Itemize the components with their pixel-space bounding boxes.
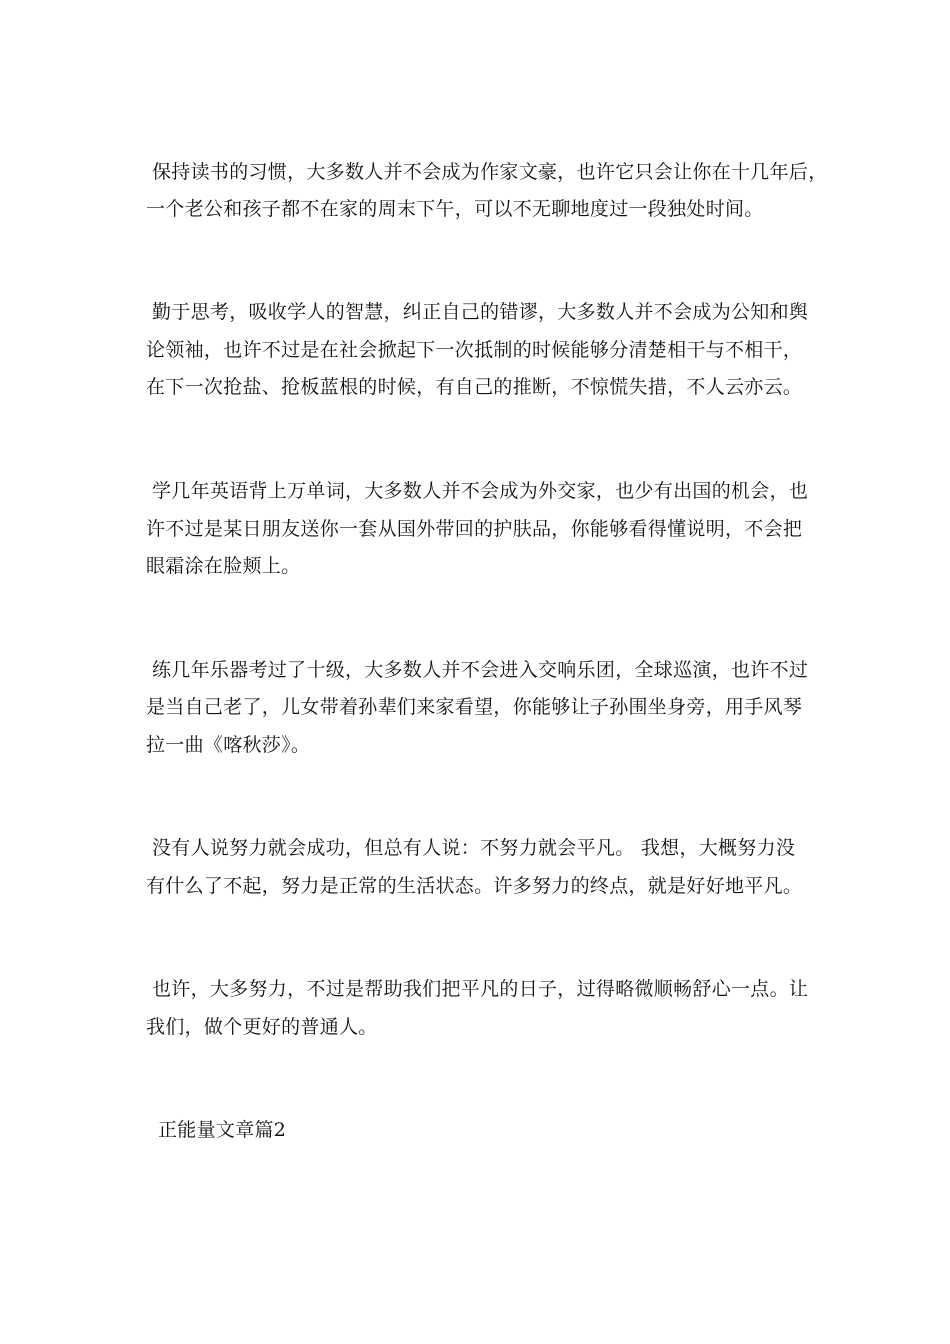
section-heading: 正能量文章篇2: [158, 1119, 287, 1141]
paragraph-line: 学几年英语背上万单词，大多数人并不会成为外交家，也少有出国的机会，也: [152, 480, 809, 502]
paragraph-line: 在下一次抢盐、抢板蓝根的时候，有自己的推断，不惊慌失措，不人云亦云。: [146, 376, 803, 398]
paragraph-line: 我们，做个更好的普通人。: [146, 1016, 378, 1038]
paragraph-line: 是当自己老了，儿女带着孙辈们来家看望，你能够让子孙围坐身旁，用手风琴: [146, 696, 803, 718]
paragraph-line: 保持读书的习惯，大多数人并不会成为作家文豪，也许它只会让你在十几年后，: [152, 161, 828, 183]
paragraph-line: 勤于思考，吸收学人的智慧，纠正自己的错谬，大多数人并不会成为公知和舆: [152, 301, 809, 323]
paragraph-line: 拉一曲《喀秋莎》。: [146, 734, 311, 756]
paragraph-line: 论领袖，也许不过是在社会掀起下一次抵制的时候能够分清楚相干与不相干，: [146, 339, 803, 361]
paragraph-line: 许不过是某日朋友送你一套从国外带回的护肤品，你能够看得懂说明，不会把: [146, 518, 803, 540]
paragraph-line: 没有人说努力就会成功，但总有人说：不努力就会平凡。 我想，大概努力没: [152, 837, 796, 859]
paragraph-line: 练几年乐器考过了十级，大多数人并不会进入交响乐团，全球巡演，也许不过: [152, 659, 809, 681]
paragraph-line: 有什么了不起，努力是正常的生活状态。许多努力的终点，就是好好地平凡。: [146, 875, 803, 897]
paragraph-line: 眼霜涂在脸颊上。: [146, 555, 301, 577]
paragraph-line: 也许，大多努力，不过是帮助我们把平凡的日子，过得略微顺畅舒心一点。让: [152, 978, 809, 1000]
paragraph-line: 一个老公和孩子都不在家的周末下午，可以不无聊地度过一段独处时间。: [146, 198, 764, 220]
